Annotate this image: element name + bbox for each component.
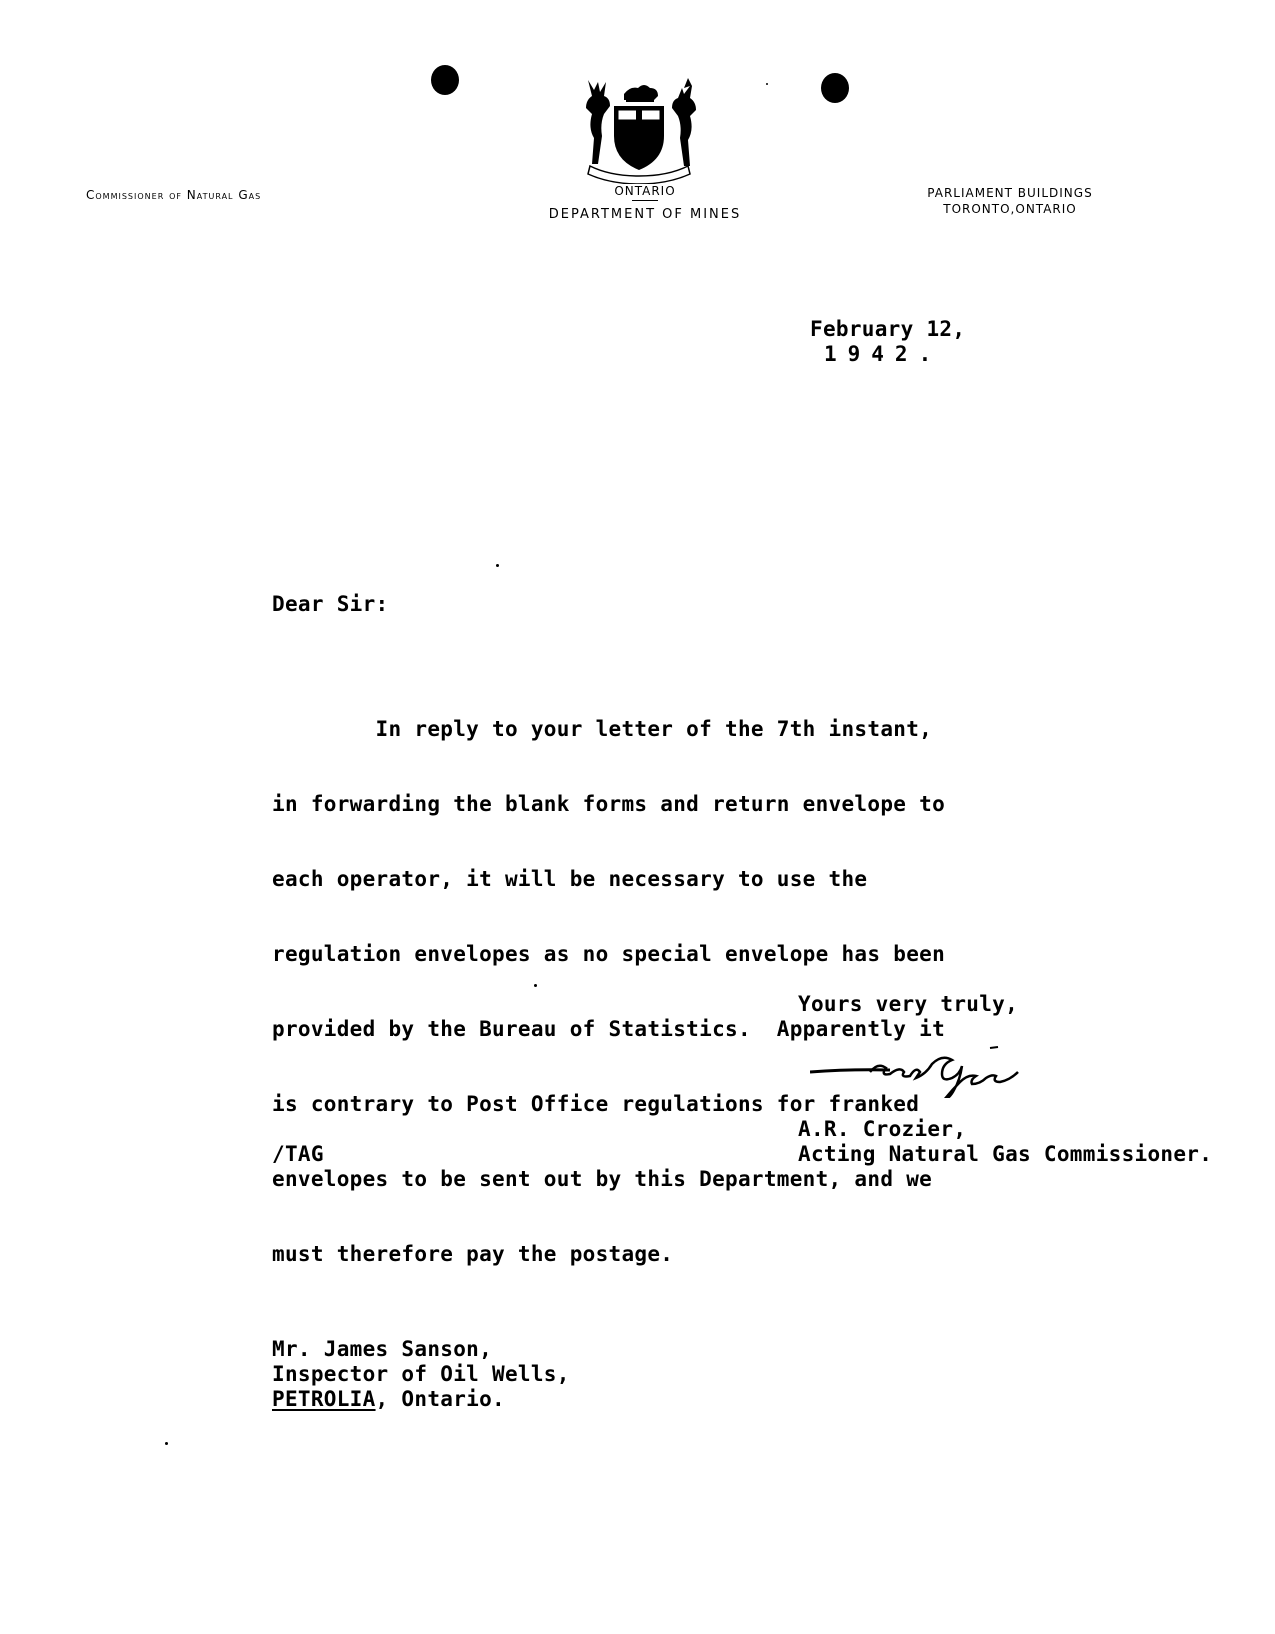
date-line2: 1942. (824, 342, 943, 366)
signer-name: A.R. Crozier, (798, 1117, 967, 1141)
date-line1: February 12, (810, 317, 966, 341)
closing: Yours very truly, (798, 992, 1019, 1016)
letterhead-department: DEPARTMENT OF MINES (548, 207, 742, 222)
body-line: is contrary to Post Office regulations for franked (272, 1092, 920, 1116)
punch-hole-right (821, 73, 849, 103)
letterhead-center (525, 184, 765, 222)
typist-initials: /TAG (272, 1142, 324, 1166)
letterhead-address-line2: TORONTO,ONTARIO (943, 202, 1077, 216)
paper-speck (165, 1442, 168, 1445)
letterhead-office: Commissioner of Natural Gas (86, 188, 262, 202)
recipient-location (272, 1387, 505, 1412)
recipient-province: , Ontario. (375, 1387, 505, 1411)
body-line: In reply to your letter of the 7th instant, (272, 717, 933, 741)
body-line: regulation envelopes as no special envelope has been (272, 942, 946, 966)
recipient-city: PETROLIA (272, 1387, 376, 1411)
paper-speck (496, 564, 499, 567)
letterhead-address-line1: PARLIAMENT BUILDINGS (927, 186, 1093, 200)
recipient-name: Mr. James Sanson, (272, 1337, 493, 1361)
paper-speck (534, 984, 537, 987)
recipient-title: Inspector of Oil Wells, (272, 1362, 570, 1386)
body-line: in forwarding the blank forms and return envelope to (272, 792, 946, 816)
letterhead-province: ONTARIO (614, 184, 676, 198)
letterhead-rule (632, 200, 658, 201)
paper-speck (766, 83, 768, 85)
body-line: must therefore pay the postage. (272, 1242, 674, 1266)
signer-title: Acting Natural Gas Commissioner. (798, 1142, 1213, 1166)
salutation: Dear Sir: (272, 592, 389, 616)
punch-hole-left (431, 65, 459, 95)
body-line: provided by the Bureau of Statistics. Apparently it (272, 1017, 946, 1041)
body-line: envelopes to be sent out by this Department, and we (272, 1167, 933, 1191)
ontario-coat-of-arms-icon (580, 76, 698, 184)
handwritten-signature-icon (810, 1038, 1110, 1098)
body-line: each operator, it will be necessary to use the (272, 867, 868, 891)
letterhead-address (905, 185, 1115, 217)
